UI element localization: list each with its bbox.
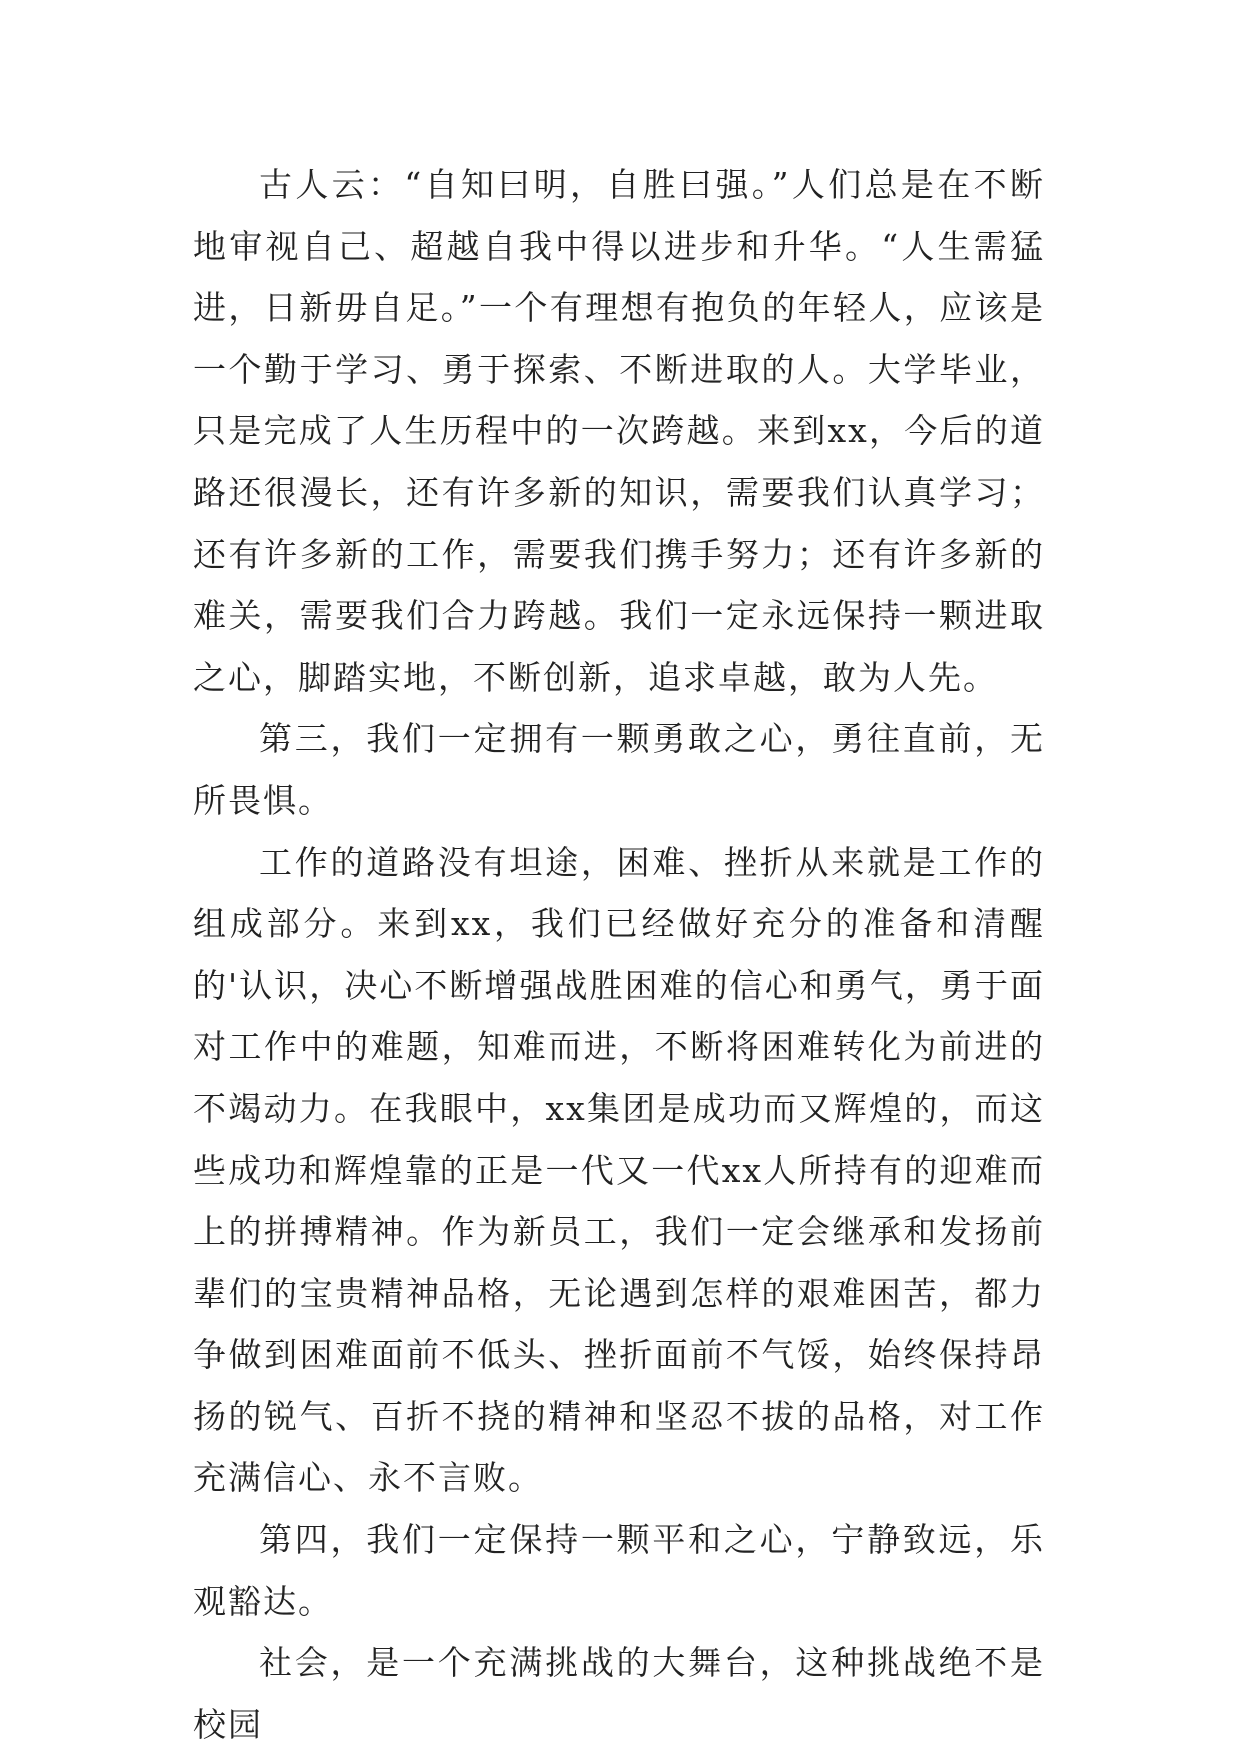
paragraph-point-four-heading: 第四，我们一定保持一颗平和之心，宁静致远，乐观豁达。 [193, 1520, 1045, 1621]
paragraph-society-stage: 社会，是一个充满挑战的大舞台，这种挑战绝不是校园 [193, 1643, 1045, 1744]
paragraph-courage: 工作的道路没有坦途，困难、挫折从来就是工作的组成部分。来到xx，我们已经做好充分的准备和清醒的'认识，决心不断增强战胜困难的信心和勇气，勇于面对工作中的难题，知难而进，不断将困难转化为前进的不竭动力。在我眼中，xx集团是成功而又辉煌的，而这些成功和辉煌靠的正是一代又一代xx人所持有的迎难而上的拼搏精神。作为新员工，我们一定会继承和发扬前辈们的宝贵精神品格，无论遇到怎样的艰难困苦，都力争做到困难面前不低头、挫折面前不气馁，始终保持昂扬的锐气、百折不挠的精神和坚忍不拔的品格，对工作充满信心、永不言败。 [193, 842, 1045, 1498]
paragraph-point-three-heading: 第三，我们一定拥有一颗勇敢之心，勇往直前，无所畏惧。 [193, 719, 1045, 820]
paragraph-self-improvement: 古人云：“自知曰明，自胜曰强。”人们总是在不断地审视自己、超越自我中得以进步和升华。“人生需猛进，日新毋自足。”一个有理想有抱负的年轻人，应该是一个勤于学习、勇于探索、不断进取的人。大学毕业，只是完成了人生历程中的一次跨越。来到xx，今后的道路还很漫长，还有许多新的知识，需要我们认真学习；还有许多新的工作，需要我们携手努力；还有许多新的难关，需要我们合力跨越。我们一定永远保持一颗进取之心，脚踏实地，不断创新，追求卓越，敢为人先。 [193, 165, 1045, 697]
document-body [193, 154, 1045, 1755]
